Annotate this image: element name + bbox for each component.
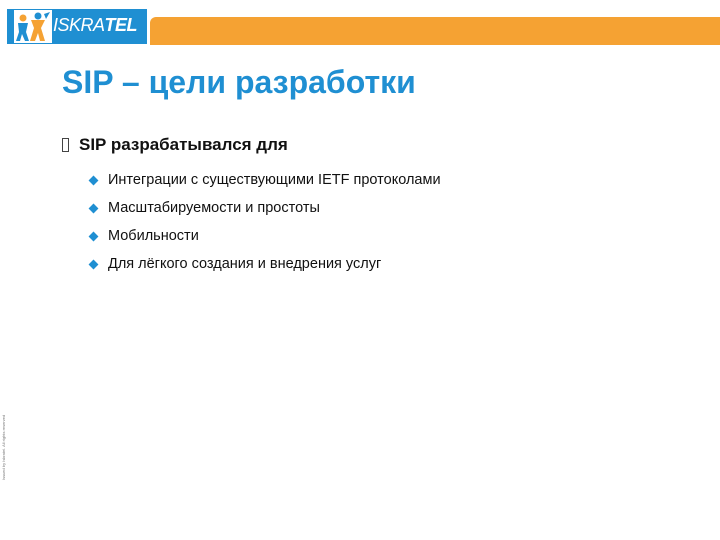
diamond-bullet-icon <box>89 259 99 269</box>
square-bullet-icon <box>62 138 69 152</box>
diamond-bullet-icon <box>89 175 99 185</box>
sub-bullet-list <box>88 166 441 278</box>
header-bar <box>0 0 720 50</box>
level1-text: SIP разрабатывался для <box>79 135 288 154</box>
level1-bullet-row <box>62 135 288 155</box>
list-item-text: Для лёгкого создания и внедрения услуг <box>108 256 382 272</box>
logo-figures-icon <box>14 10 52 43</box>
diamond-bullet-icon <box>89 203 99 213</box>
list-item-text: Интеграции с существующими IETF протоколами <box>108 172 441 188</box>
list-item <box>88 250 441 278</box>
diamond-bullet-icon <box>89 231 99 241</box>
list-item <box>88 222 441 250</box>
list-item <box>88 194 441 222</box>
logo-wordmark <box>53 15 137 36</box>
logo-text-regular: ISKRA <box>53 15 105 35</box>
list-item <box>88 166 441 194</box>
header-orange-band <box>150 17 720 45</box>
list-item-text: Масштабируемости и простоты <box>108 200 320 216</box>
logo-text-bold: TEL <box>104 15 138 35</box>
iskratel-logo <box>7 9 147 44</box>
page-title: SIP – цели разработки <box>62 64 416 100</box>
copyright-side-note: Issued by Iskratel. All rights reserved <box>1 414 6 480</box>
list-item-text: Мобильности <box>108 228 199 244</box>
